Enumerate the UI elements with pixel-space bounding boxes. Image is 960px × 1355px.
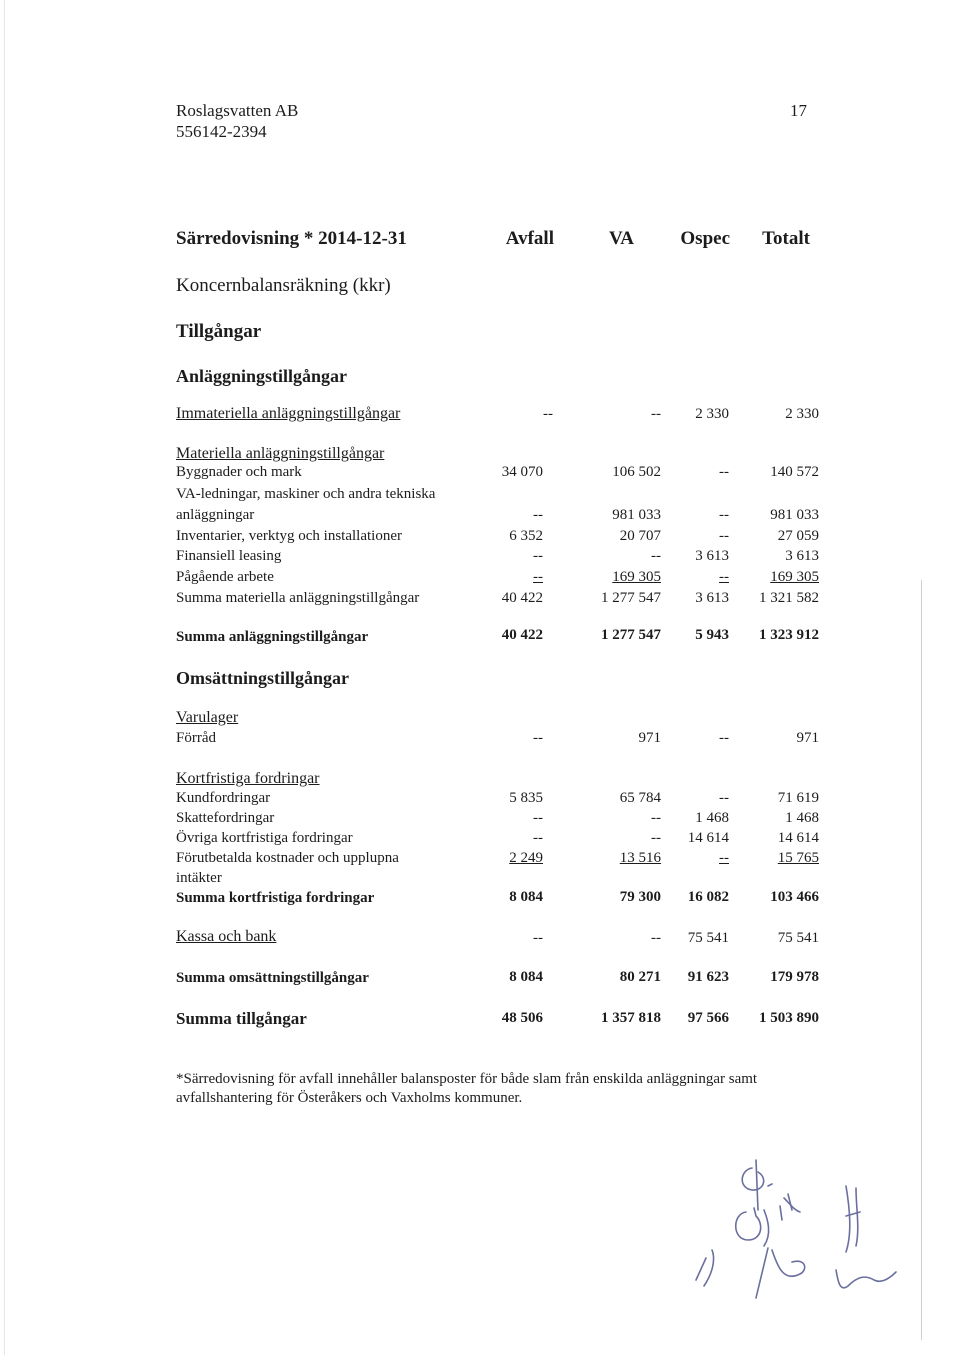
cell-anlaggningar-ospec: --: [719, 507, 729, 523]
report-subtitle: Koncernbalansräkning (kkr): [176, 275, 391, 296]
row-label-intakter: intäkter: [176, 870, 222, 886]
cell-ovriga-va: --: [651, 830, 661, 846]
cell-skattefordringar-avfall: --: [533, 810, 543, 826]
cell-forutbetalda-avfall: 2 249: [509, 850, 543, 866]
cell-inventarier-totalt: 27 059: [777, 528, 819, 544]
cell-ovriga-avfall: --: [533, 830, 543, 846]
cell-summa-anlaggning-ospec: 5 943: [695, 627, 729, 643]
cell-kassa-va: --: [651, 930, 661, 946]
report-title: Särredovisning * 2014-12-31: [176, 228, 407, 249]
column-header-totalt: Totalt: [762, 228, 810, 249]
cell-summa-kortfristiga-ospec: 16 082: [687, 889, 729, 905]
row-label-kortfristiga-fordringar: Kortfristiga fordringar: [176, 770, 320, 787]
cell-summa-kortfristiga-va: 79 300: [619, 889, 661, 905]
cell-summa-anlaggning-va: 1 277 547: [601, 627, 661, 643]
cell-pagaende-avfall: --: [533, 569, 543, 585]
cell-ovriga-totalt: 14 614: [777, 830, 819, 846]
cell-summa-materiella-avfall: 40 422: [501, 590, 543, 606]
cell-immateriella-ospec: 2 330: [695, 406, 729, 422]
cell-skattefordringar-ospec: 1 468: [695, 810, 729, 826]
cell-pagaende-va: 169 305: [612, 569, 661, 585]
cell-leasing-avfall: --: [533, 548, 543, 564]
cell-kassa-avfall: --: [533, 930, 543, 946]
row-label-summa-anlaggningstillgangar: Summa anläggningstillgångar: [176, 629, 369, 645]
cell-kassa-totalt: 75 541: [777, 930, 819, 946]
cell-summa-materiella-totalt: 1 321 582: [759, 590, 819, 606]
company-name: Roslagsvatten AB: [176, 101, 299, 120]
cell-immateriella-totalt: 2 330: [785, 406, 819, 422]
cell-summa-materiella-ospec: 3 613: [695, 590, 729, 606]
row-label-materiella: Materiella anläggningstillgångar: [176, 445, 385, 462]
handwritten-initials: [660, 1150, 900, 1300]
cell-kundfordringar-avfall: 5 835: [509, 790, 543, 806]
section-tillgangar: Tillgångar: [176, 321, 262, 342]
org-number: 556142-2394: [176, 122, 267, 141]
row-label-finansiell-leasing: Finansiell leasing: [176, 548, 282, 564]
cell-immateriella-avfall: --: [543, 406, 553, 422]
footnote: *Särredovisning för avfall innehåller balansposter för både slam från enskilda anläggningar samt avfallshantering för Österåkers och Vaxholms kommuner.: [176, 1071, 758, 1106]
row-label-immateriella: Immateriella anläggningstillgångar: [176, 405, 401, 422]
cell-anlaggningar-totalt: 981 033: [770, 507, 819, 523]
row-label-summa-tillgangar: Summa tillgångar: [176, 1009, 307, 1028]
row-label-va-ledningar: VA-ledningar, maskiner och andra tekniska: [176, 486, 436, 502]
row-label-anlaggningar: anläggningar: [176, 507, 255, 523]
cell-inventarier-avfall: 6 352: [509, 528, 543, 544]
row-label-forutbetalda: Förutbetalda kostnader och upplupna: [176, 850, 399, 866]
cell-pagaende-totalt: 169 305: [770, 569, 819, 585]
cell-kassa-ospec: 75 541: [687, 930, 729, 946]
row-label-skattefordringar: Skattefordringar: [176, 810, 275, 826]
cell-forutbetalda-totalt: 15 765: [777, 850, 819, 866]
cell-byggnader-avfall: 34 070: [501, 464, 543, 480]
scan-edge-line: [4, 0, 5, 1355]
cell-anlaggningar-avfall: --: [533, 507, 543, 523]
section-anlaggningstillgangar: Anläggningstillgångar: [176, 366, 348, 386]
row-label-ovriga-fordringar: Övriga kortfristiga fordringar: [176, 830, 353, 846]
cell-summa-kortfristiga-avfall: 8 084: [509, 889, 543, 905]
row-label-summa-omsattning: Summa omsättningstillgångar: [176, 970, 369, 986]
cell-leasing-ospec: 3 613: [695, 548, 729, 564]
cell-forrad-va: 971: [638, 730, 661, 746]
row-label-kassa-bank: Kassa och bank: [176, 928, 277, 945]
scan-margin-line: [921, 580, 922, 1340]
row-label-summa-kortfristiga: Summa kortfristiga fordringar: [176, 890, 375, 906]
column-header-va: VA: [609, 228, 634, 249]
cell-kundfordringar-va: 65 784: [619, 790, 661, 806]
cell-leasing-totalt: 3 613: [785, 548, 819, 564]
cell-summa-omsattning-avfall: 8 084: [509, 969, 543, 985]
column-header-ospec: Ospec: [680, 228, 730, 249]
row-label-byggnader: Byggnader och mark: [176, 464, 302, 480]
cell-byggnader-va: 106 502: [612, 464, 661, 480]
cell-summa-anlaggning-totalt: 1 323 912: [759, 627, 819, 643]
section-omsattningstillgangar: Omsättningstillgångar: [176, 668, 350, 688]
cell-summa-tillgangar-ospec: 97 566: [687, 1010, 729, 1026]
cell-forutbetalda-va: 13 516: [619, 850, 661, 866]
cell-summa-omsattning-totalt: 179 978: [770, 969, 819, 985]
cell-kundfordringar-totalt: 71 619: [777, 790, 819, 806]
cell-summa-tillgangar-avfall: 48 506: [501, 1010, 543, 1026]
cell-forrad-avfall: --: [533, 730, 543, 746]
cell-pagaende-ospec: --: [719, 569, 729, 585]
cell-leasing-va: --: [651, 548, 661, 564]
cell-summa-tillgangar-va: 1 357 818: [601, 1010, 661, 1026]
cell-forrad-ospec: --: [719, 730, 729, 746]
cell-summa-kortfristiga-totalt: 103 466: [770, 889, 819, 905]
cell-summa-materiella-va: 1 277 547: [601, 590, 661, 606]
cell-inventarier-ospec: --: [719, 528, 729, 544]
cell-summa-omsattning-ospec: 91 623: [687, 969, 729, 985]
cell-kundfordringar-ospec: --: [719, 790, 729, 806]
cell-summa-tillgangar-totalt: 1 503 890: [759, 1010, 819, 1026]
cell-ovriga-ospec: 14 614: [687, 830, 729, 846]
cell-forrad-totalt: 971: [796, 730, 819, 746]
cell-anlaggningar-va: 981 033: [612, 507, 661, 523]
cell-skattefordringar-totalt: 1 468: [785, 810, 819, 826]
row-label-varulager: Varulager: [176, 709, 239, 726]
cell-summa-omsattning-va: 80 271: [619, 969, 661, 985]
cell-byggnader-ospec: --: [719, 464, 729, 480]
cell-byggnader-totalt: 140 572: [770, 464, 819, 480]
cell-inventarier-va: 20 707: [619, 528, 661, 544]
column-header-avfall: Avfall: [505, 228, 554, 249]
row-label-inventarier: Inventarier, verktyg och installationer: [176, 528, 402, 544]
page-number: 17: [790, 101, 807, 120]
cell-forutbetalda-ospec: --: [719, 850, 729, 866]
cell-immateriella-va: --: [651, 406, 661, 422]
row-label-kundfordringar: Kundfordringar: [176, 790, 271, 806]
row-label-pagaende-arbete: Pågående arbete: [176, 569, 274, 585]
row-label-forrad: Förråd: [176, 730, 216, 746]
row-label-summa-materiella: Summa materiella anläggningstillgångar: [176, 590, 420, 606]
cell-summa-anlaggning-avfall: 40 422: [501, 627, 543, 643]
cell-skattefordringar-va: --: [651, 810, 661, 826]
